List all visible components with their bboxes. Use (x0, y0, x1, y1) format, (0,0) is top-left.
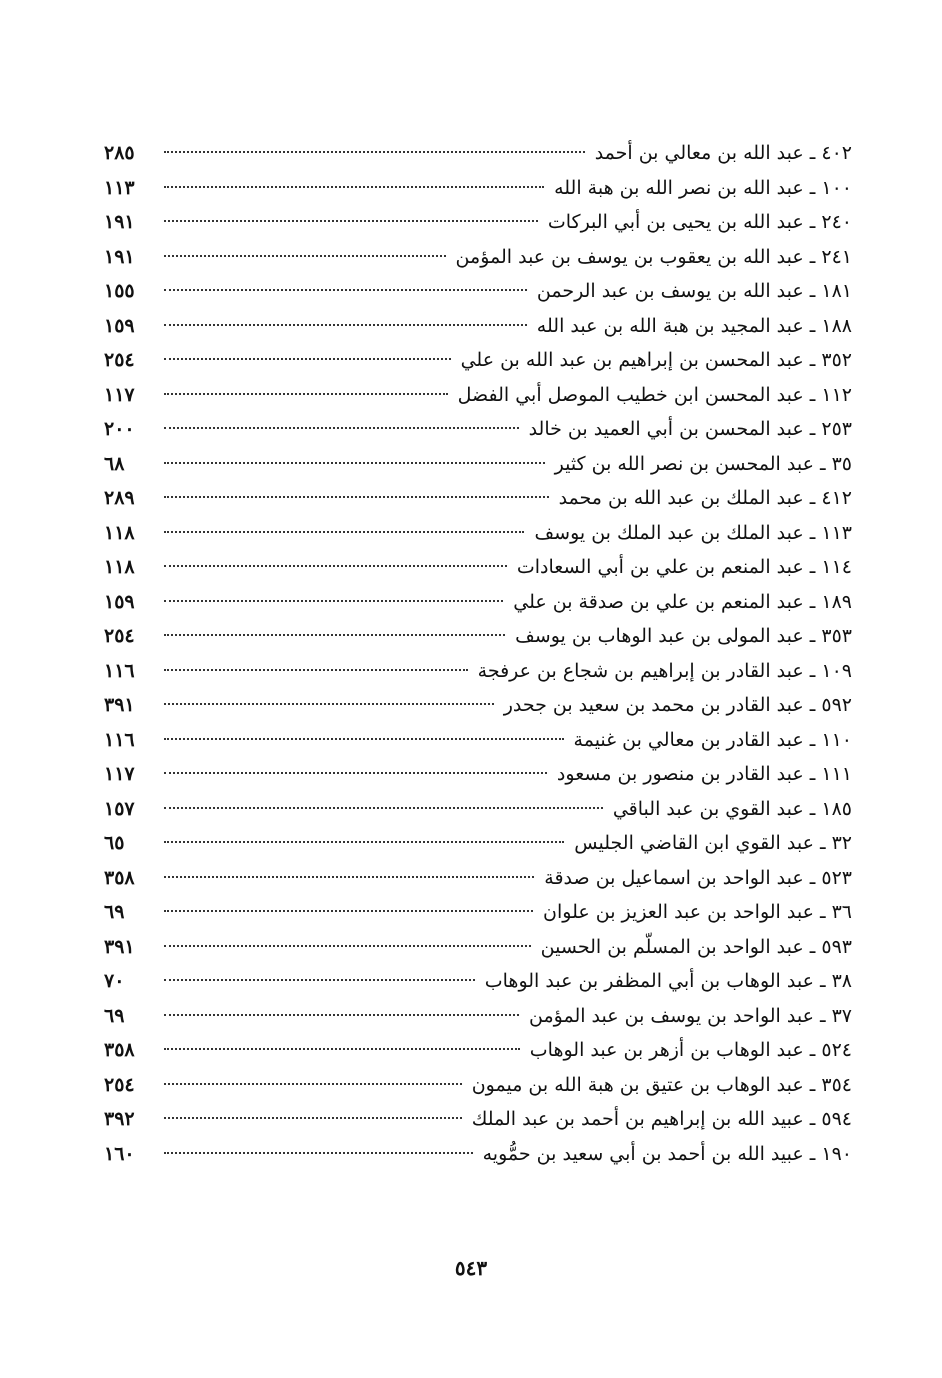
entry-name: عبد الله بن يحيى بن أبي البركات (547, 211, 804, 233)
index-entry (104, 481, 852, 516)
entry-number: ١٠٩ (821, 659, 852, 682)
entry-separator: ـ (803, 659, 822, 682)
entry-text (529, 412, 852, 447)
entry-page-number: ٢٥٤ (104, 1073, 135, 1096)
entry-number: ٥٩٣ (821, 935, 852, 958)
entry-number: ٤٠٢ (821, 142, 852, 164)
entry-separator: ـ (803, 314, 822, 337)
dot-leader (164, 1014, 519, 1016)
entry-text (483, 1137, 852, 1172)
entry-text (472, 1068, 852, 1103)
entry-number: ١٨١ (821, 280, 852, 302)
entry-number: ١١١ (821, 763, 852, 785)
entry-text (574, 826, 852, 861)
entry-name: عبد المحسن بن أبي العميد بن خالد (528, 418, 804, 440)
dot-leader (164, 669, 468, 671)
entry-text (537, 309, 852, 344)
entry-separator: ـ (813, 452, 832, 475)
entry-number: ٢٥٣ (821, 418, 852, 440)
entry-page-number: ٣٩١ (104, 694, 135, 716)
index-entry (104, 964, 852, 999)
entry-separator: ـ (813, 901, 832, 923)
entry-name: عبد المنعم بن علي بن أبي السعادات (516, 556, 804, 578)
dot-leader (164, 738, 564, 740)
dot-leader (164, 151, 585, 153)
entry-text (534, 516, 852, 551)
entry-text (574, 723, 852, 758)
entry-number: ١١٣ (821, 521, 852, 544)
index-entry (104, 861, 852, 896)
entry-name: عبد المولى بن عبد الوهاب بن يوسف (515, 625, 804, 647)
entry-text (456, 240, 852, 275)
dot-leader (164, 289, 527, 291)
entry-page-number: ٣٩١ (104, 935, 135, 958)
dot-leader (164, 1048, 520, 1050)
index-entry (104, 1068, 852, 1103)
entry-text (557, 757, 852, 792)
entry-page-number: ١١٣ (104, 176, 135, 199)
entry-page-number: ١٩١ (104, 245, 135, 268)
entry-separator: ـ (803, 728, 822, 751)
entry-number: ٣٥٤ (821, 1073, 852, 1096)
entry-number: ١٨٨ (821, 314, 852, 337)
entry-separator: ـ (803, 1039, 822, 1061)
entry-name: عبد القادر بن منصور بن مسعود (556, 763, 804, 785)
entry-separator: ـ (813, 970, 832, 992)
entry-separator: ـ (803, 211, 822, 233)
entry-name: عبد المحسن بن إبراهيم بن عبد الله بن علي (460, 349, 804, 371)
index-entry (104, 136, 852, 171)
entry-name: عبد المحسن بن نصر الله بن كثير (554, 452, 814, 475)
entry-page-number: ٢٥٤ (104, 349, 135, 371)
entry-separator: ـ (803, 1142, 822, 1165)
entry-name: عبد الوهاب بن أبي المظفر بن عبد الوهاب (484, 970, 814, 992)
entry-name: عبد الواحد بن اسماعيل بن صدقة (544, 866, 804, 889)
dot-leader (164, 807, 603, 809)
entry-number: ٥٢٣ (821, 866, 852, 889)
entry-text (544, 861, 852, 896)
index-entry (104, 826, 852, 861)
index-entry (104, 930, 852, 965)
entry-name: عبد الوهاب بن أزهر بن عبد الوهاب (529, 1039, 804, 1061)
entry-page-number: ٣٥٨ (104, 1039, 135, 1061)
entry-page-number: ٦٩ (104, 1004, 125, 1027)
entry-separator: ـ (813, 1004, 832, 1027)
entry-separator: ـ (803, 142, 822, 164)
entry-name: عبد القادر بن معالي بن غنيمة (573, 728, 804, 751)
entry-separator: ـ (803, 625, 822, 647)
entry-page-number: ١١٨ (104, 521, 135, 544)
dot-leader (164, 358, 451, 360)
entry-separator: ـ (803, 763, 822, 785)
index-entry (104, 1137, 852, 1172)
page-number: ٥٤٣ (454, 1256, 488, 1280)
index-entry (104, 619, 852, 654)
entry-page-number: ١١٦ (104, 659, 135, 682)
index-entry (104, 205, 852, 240)
entry-page-number: ١٥٧ (104, 797, 135, 820)
dot-leader (164, 462, 545, 464)
index-entry (104, 343, 852, 378)
entry-page-number: ١١٧ (104, 383, 135, 406)
entry-name: عبد الملك بن عبد الله بن محمد (558, 487, 804, 509)
entry-page-number: ١٥٥ (104, 280, 135, 302)
entry-page-number: ٢٨٥ (104, 142, 135, 164)
entry-name: عبد القادر بن محمد بن سعيد بن جحدر (503, 694, 804, 716)
entry-number: ١١٤ (821, 556, 852, 578)
entry-separator: ـ (803, 280, 822, 302)
entry-text (478, 654, 852, 689)
entry-number: ٥٩٤ (821, 1108, 852, 1130)
entry-text (458, 378, 852, 413)
entry-page-number: ٢٠٠ (104, 418, 135, 440)
dot-leader (164, 324, 527, 326)
entry-text (548, 205, 852, 240)
entry-page-number: ١١٧ (104, 763, 135, 785)
entry-text (537, 274, 852, 309)
entry-text (559, 481, 852, 516)
index-entry (104, 688, 852, 723)
index-entry (104, 792, 852, 827)
entry-name: عبد الواحد بن يوسف بن عبد المؤمن (529, 1004, 814, 1027)
index-entry (104, 654, 852, 689)
entry-page-number: ١٦٠ (104, 1142, 135, 1165)
entry-page-number: ٦٥ (104, 832, 125, 854)
entry-text (541, 930, 852, 965)
entry-number: ٥٩٢ (821, 694, 852, 716)
index-entry (104, 895, 852, 930)
index-entry (104, 999, 852, 1034)
dot-leader (164, 979, 475, 981)
entry-separator: ـ (803, 349, 822, 371)
index-entry (104, 309, 852, 344)
entry-page-number: ١١٨ (104, 556, 135, 578)
entry-separator: ـ (803, 418, 822, 440)
entry-page-number: ١١٦ (104, 728, 135, 751)
dot-leader (164, 427, 519, 429)
entry-separator: ـ (803, 1108, 822, 1130)
entry-number: ٣٥٢ (821, 349, 852, 371)
entry-name: عبد الله بن نصر الله بن هبة الله (554, 176, 804, 199)
index-entry (104, 1102, 852, 1137)
entry-text (485, 964, 852, 999)
entry-name: عبد المنعم بن علي بن صدقة بن علي (513, 590, 804, 613)
entry-separator: ـ (803, 383, 822, 406)
entry-name: عبد الملك بن عبد الملك بن يوسف (534, 521, 804, 544)
dot-leader (164, 1152, 473, 1154)
entry-name: عبد الواحد بن عبد العزيز بن علوان (543, 901, 814, 923)
dot-leader (164, 393, 448, 395)
entry-number: ٤١٢ (821, 487, 852, 509)
entry-separator: ـ (803, 694, 822, 716)
entry-number: ١٠٠ (821, 176, 852, 199)
entry-number: ٣٧ (831, 1004, 852, 1027)
entry-number: ١٨٥ (821, 797, 852, 820)
entry-name: عبد الله بن معالي بن أحمد (594, 142, 804, 164)
index-entry (104, 240, 852, 275)
entry-name: عبيد الله بن إبراهيم بن أحمد بن عبد الملك (471, 1108, 804, 1130)
dot-leader (164, 841, 564, 843)
dot-leader (164, 186, 544, 188)
entry-page-number: ١٥٩ (104, 590, 135, 613)
entry-text (513, 585, 852, 620)
dot-leader (164, 531, 524, 533)
entry-name: عبد الواحد بن المسلّم بن الحسين (540, 935, 804, 958)
dot-leader (164, 565, 507, 567)
entry-text (529, 999, 852, 1034)
entry-number: ١٩٠ (821, 1142, 852, 1165)
entry-number: ٣٥٣ (821, 625, 852, 647)
entry-text (515, 619, 852, 654)
entry-page-number: ٦٩ (104, 901, 125, 923)
entry-name: عبد الله بن يعقوب بن يوسف بن عبد المؤمن (455, 245, 804, 268)
entry-separator: ـ (803, 866, 822, 889)
entry-text (517, 550, 852, 585)
dot-leader (164, 703, 494, 705)
entry-text (613, 792, 852, 827)
entry-page-number: ٦٨ (104, 452, 125, 475)
entry-page-number: ١٥٩ (104, 314, 135, 337)
entry-text (543, 895, 852, 930)
entry-name: عبيد الله بن أحمد بن أبي سعيد بن حمُّويه (482, 1142, 804, 1165)
entry-name: عبد المحسن ابن خطيب الموصل أبي الفضل (457, 383, 804, 406)
index-entry (104, 1033, 852, 1068)
entry-number: ٣٢ (831, 832, 852, 854)
index-entry (104, 171, 852, 206)
dot-leader (164, 772, 547, 774)
dot-leader (164, 876, 534, 878)
entry-number: ١٨٩ (821, 590, 852, 613)
entry-page-number: ١٩١ (104, 211, 135, 233)
dot-leader (164, 496, 549, 498)
entry-name: عبد المجيد بن هبة الله بن عبد الله (536, 314, 804, 337)
entry-separator: ـ (803, 1073, 822, 1096)
entry-number: ١١٢ (821, 383, 852, 406)
entry-text (554, 171, 852, 206)
index-entry (104, 550, 852, 585)
entry-separator: ـ (803, 935, 822, 958)
entry-text (504, 688, 852, 723)
entry-separator: ـ (803, 521, 822, 544)
index-entry (104, 585, 852, 620)
dot-leader (164, 1117, 462, 1119)
index-entry (104, 412, 852, 447)
entry-name: عبد القوي ابن القاضي الجليس (574, 832, 814, 854)
entry-text (595, 136, 852, 171)
entry-separator: ـ (813, 832, 832, 854)
entry-page-number: ٢٥٤ (104, 625, 135, 647)
entry-number: ٣٥ (831, 452, 852, 475)
entry-separator: ـ (803, 245, 822, 268)
dot-leader (164, 255, 446, 257)
entry-number: ٥٢٤ (821, 1039, 852, 1061)
index-entry (104, 378, 852, 413)
entry-page-number: ٣٥٨ (104, 866, 135, 889)
entry-separator: ـ (803, 590, 822, 613)
entry-page-number: ٣٩٢ (104, 1108, 135, 1130)
entry-text (530, 1033, 852, 1068)
entry-separator: ـ (803, 487, 822, 509)
entry-number: ٢٤٠ (821, 211, 852, 233)
index-entry (104, 447, 852, 482)
entry-number: ٣٨ (831, 970, 852, 992)
entry-separator: ـ (803, 556, 822, 578)
dot-leader (164, 220, 538, 222)
index-entry (104, 723, 852, 758)
entry-page-number: ٢٨٩ (104, 487, 135, 509)
entry-text (461, 343, 852, 378)
entry-number: ١١٠ (821, 728, 852, 751)
entry-name: عبد الوهاب بن عتيق بن هبة الله بن ميمون (471, 1073, 804, 1096)
entry-page-number: ٧٠ (104, 970, 125, 992)
entry-name: عبد الله بن يوسف بن عبد الرحمن (536, 280, 804, 302)
entry-number: ٢٤١ (821, 245, 852, 268)
dot-leader (164, 945, 531, 947)
dot-leader (164, 634, 505, 636)
entry-number: ٣٦ (831, 901, 852, 923)
entry-separator: ـ (803, 176, 822, 199)
entry-text (555, 447, 852, 482)
dot-leader (164, 910, 533, 912)
index-list (104, 136, 852, 1171)
index-entry (104, 757, 852, 792)
entry-name: عبد القوي بن عبد الباقي (612, 797, 804, 820)
entry-name: عبد القادر بن إبراهيم بن شجاع بن عرفجة (477, 659, 804, 682)
index-entry (104, 516, 852, 551)
dot-leader (164, 600, 503, 602)
entry-text (472, 1102, 852, 1137)
entry-separator: ـ (803, 797, 822, 820)
dot-leader (164, 1083, 462, 1085)
index-entry (104, 274, 852, 309)
